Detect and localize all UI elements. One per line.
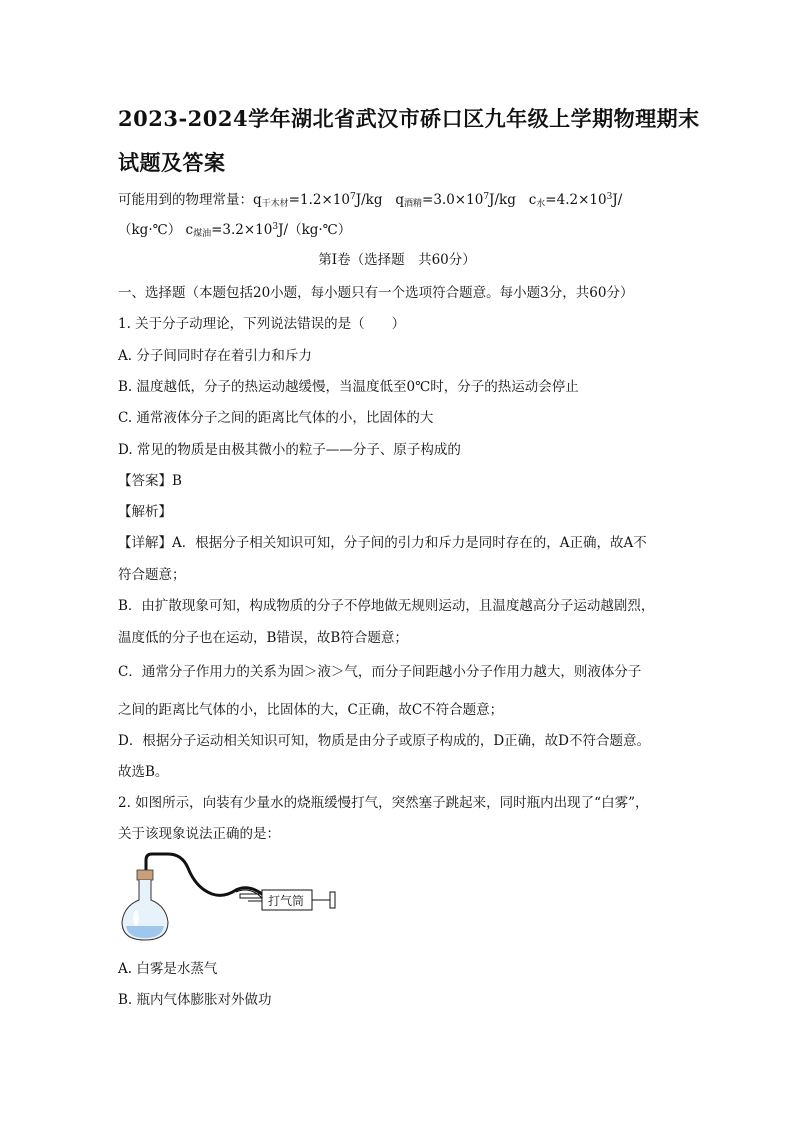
c-water-value: =4.2×10 [545,192,607,208]
q-wood-exponent: 7 [349,192,356,202]
constants-line-2 [118,218,351,239]
q-wood-symbol: q [253,192,262,208]
page-title-continued: 试题及答案 [118,150,226,175]
c-water-unit: J/ [612,192,623,208]
question-1-detail-a-line-2: 符合题意； [118,567,186,583]
question-1-detail-c-line-2: 之间的距离比气体的小，比固体的大，C正确，故C不符合题意； [118,702,504,718]
question-1-detail-c-line-1: C．通常分子作用力的关系为固＞液＞气，而分子间距越小分子作用力越大，则液体分子 [118,664,642,680]
c-water-subscript: 水 [536,199,546,209]
q-wood-value: =1.2×10 [288,192,350,208]
c-kerosene-value: =3.2×10 [211,222,273,238]
question-1-option-d: D. 常见的物质是由极其微小的粒子——分子、原子构成的 [118,442,461,458]
q-alcohol-exponent: 7 [483,192,490,202]
constants-line-1 [118,188,622,209]
question-1-detail-a-line-1: 【详解】A．根据分子相关知识可知，分子间的引力和斥力是同时存在的，A正确，故A不 [118,535,647,551]
question-1-detail-b-line-2: 温度低的分子也在运动，B错误，故B符合题意； [118,630,408,646]
flask-pump-illustration [116,848,346,944]
question-1-analysis-heading: 【解析】 [118,504,172,520]
q-alcohol-value: =3.0×10 [422,192,484,208]
stopper [137,870,153,880]
flask-highlight [133,910,139,926]
question-1-detail-b-line-1: B．由扩散现象可知，构成物质的分子不停地做无规则运动，且温度越高分子运动越剧烈， [118,598,655,614]
volume-heading: 第Ⅰ卷（选择题 共60分） [318,252,476,268]
question-1-option-c: C. 通常液体分子之间的距离比气体的小，比固体的大 [118,410,434,426]
q-alcohol-unit: J/kg [489,192,516,208]
c-kerosene-symbol: c [185,222,194,238]
c-kerosene-subscript: 煤油 [193,229,212,239]
question-1-option-a: A. 分子间同时存在着引力和斥力 [118,348,312,364]
question-1-option-b: B. 温度越低，分子的热运动越缓慢，当温度低至0℃时，分子的热运动会停止 [118,379,579,395]
part-heading: 一、选择题（本题包括20小题，每小题只有一个选项符合题意。每小题3分，共60分） [118,285,634,301]
q-alcohol-symbol: q [395,192,405,208]
q-alcohol-subscript: 酒精 [404,199,423,209]
question-2-stem-line-2: 关于该现象说法正确的是： [118,826,280,842]
question-2-option-a: A. 白雾是水蒸气 [118,961,218,977]
question-1-answer: 【答案】B [118,473,182,489]
page-title: 2023-2024学年湖北省武汉市硚口区九年级上学期物理期末 [118,106,700,131]
c-kerosene-unit: J/（kg·℃） [278,222,352,238]
c-kerosene-exponent: 3 [272,222,279,232]
pump-handle [330,892,335,908]
pump-label: 打气筒 [268,894,305,908]
question-1-conclusion: 故选B。 [118,764,169,780]
q-wood-subscript: 干木材 [261,199,289,209]
constants-intro: 可能用到的物理常量： [118,192,253,208]
c-water-symbol: c [528,192,537,208]
question-2-option-b: B. 瓶内气体膨胀对外做功 [118,992,272,1008]
c-water-unit-continued: （kg·℃） [118,222,182,238]
q-wood-unit: J/kg [355,192,383,208]
c-water-exponent: 3 [606,192,613,202]
air-tube [146,854,262,895]
question-1-detail-d: D．根据分子运动相关知识可知，物质是由分子或原子构成的，D正确，故D不符合题意。 [118,733,650,749]
question-1-stem: 1. 关于分子动理论，下列说法错误的是（ ） [118,316,406,332]
flask-pump-figure [116,848,346,944]
question-2-stem-line-1: 2. 如图所示，向装有少量水的烧瓶缓慢打气，突然塞子跳起来，同时瓶内出现了“白雾”， [118,795,649,811]
